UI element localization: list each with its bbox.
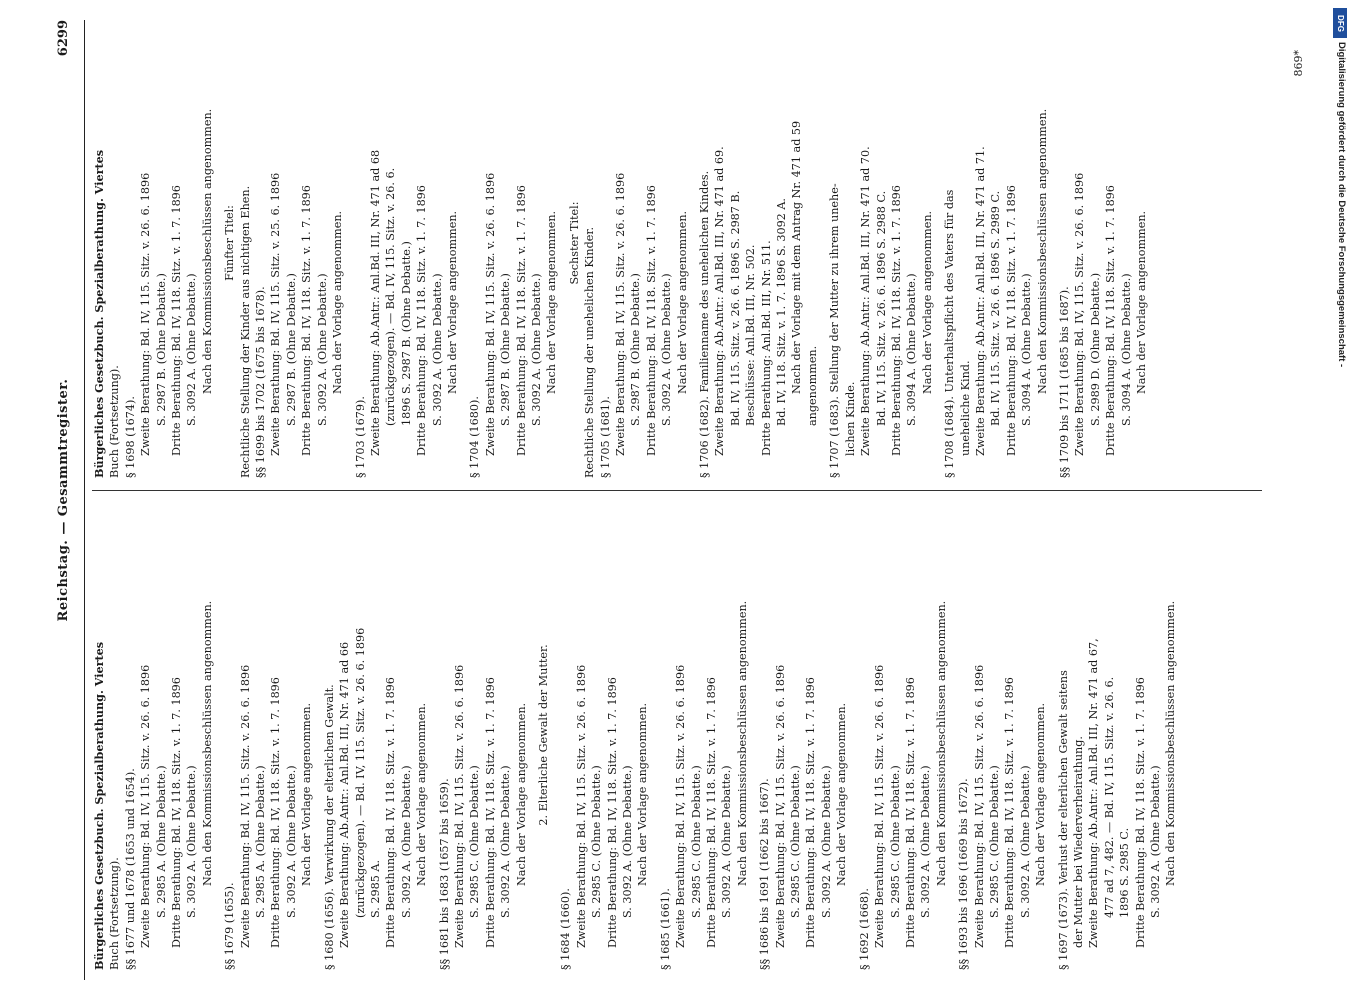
entry-gap	[551, 500, 558, 970]
entry-line: S. 3092 A. (Ohne Debatte.)	[529, 273, 543, 426]
entry-gap	[529, 500, 536, 970]
entry-line: Nach den Kommissionsbeschlüssen angenommen.	[934, 600, 948, 886]
entry-line: § 1692 (1668).	[857, 888, 871, 970]
entry-line: §§ 1699 bis 1702 (1675 bis 1678).	[254, 286, 268, 478]
entry-line: Zweite Berathung: Bd. IV, 115. Sitz. v. 26. 6. 1896	[238, 664, 252, 948]
entry-line: S. 2985 A.	[368, 859, 382, 918]
entry-gap	[651, 500, 658, 970]
entry-line: S. 3094 A. (Ohne Debatte.)	[1119, 273, 1133, 426]
digitization-credit	[1333, 8, 1349, 998]
entry-line: Buch (Fortsetzung).	[108, 857, 122, 970]
entry-line: Nach der Vorlage angenommen.	[514, 702, 528, 886]
entry-line: Dritte Berathung: Bd. IV, 118. Sitz. v. 1. 7. 1896	[644, 185, 658, 456]
entry-line: Dritte Berathung: Bd. IV, 118. Sitz. v. 1. 7. 1896	[804, 677, 818, 948]
entry-line: § 1685 (1661).	[658, 888, 672, 970]
entry-line: Zweite Berathung: Bd. IV, 115. Sitz. v. 26. 6. 1896	[972, 664, 986, 948]
entry-line: § 1707 (1683). Stellung der Mutter zu ihrem unehe-	[828, 183, 842, 478]
entry-line: S. 2987 B. (Ohne Debatte.)	[284, 273, 298, 426]
entry-line: S. 3092 A. (Ohne Debatte.)	[1018, 765, 1032, 918]
right-column	[92, 8, 1149, 478]
entry-gap	[460, 8, 467, 478]
entry-line: Bürgerliches Gesetzbuch. Spezialberathung. Viertes	[92, 641, 106, 970]
entry-line: S. 3092 A. (Ohne Debatte.)	[284, 765, 298, 918]
entry-line: Nach der Vorlage angenommen.	[1135, 210, 1148, 394]
page-number: 6299	[56, 20, 71, 57]
entry-line: Nach den Kommissionsbeschlüssen angenommen.	[1164, 600, 1178, 886]
entry-line: S. 3094 A. (Ohne Debatte.)	[905, 273, 919, 426]
entry-line: lichen Kinde.	[843, 381, 857, 456]
entry-line: S. 3092 A. (Ohne Debatte.)	[315, 273, 329, 426]
entry-line: S. 3092 A. (Ohne Debatte.)	[399, 765, 413, 918]
dfg-logo-text: DFG	[1335, 14, 1345, 32]
credit-text: Digitalisierung gefördert durch die Deutsche Forschungsgemeinschaft -	[1336, 42, 1347, 368]
entry-gap	[690, 8, 697, 478]
entry-line: Zweite Berathung: Ab.Antr.: Anl.Bd. III, Nr. 471 ad 71.	[973, 146, 987, 456]
entry-gap	[949, 500, 956, 970]
entry-line: Nach der Vorlage angenommen.	[545, 210, 559, 394]
entry-line: Rechtliche Stellung der Kinder aus nichtigen Ehen.	[238, 185, 252, 478]
entry-line: Buch (Fortsetzung).	[108, 365, 122, 478]
entry-line: S. 2985 C. (Ohne Debatte.)	[789, 765, 803, 918]
entry-line: §§ 1679 (1655).	[223, 882, 237, 970]
entry-line: S. 2987 B. (Ohne Debatte.)	[154, 273, 168, 426]
entry-line: S. 2987 B. (Ohne Debatte.)	[629, 273, 643, 426]
entry-line: uneheliche Kind.	[958, 360, 972, 456]
entry-gap	[850, 500, 857, 970]
entry-line: S. 3092 A. (Ohne Debatte.)	[185, 273, 199, 426]
entry-line: S. 3092 A. (Ohne Debatte.)	[660, 273, 674, 426]
entry-line: 2. Elterliche Gewalt der Mutter.	[536, 644, 550, 826]
entry-line: Zweite Berathung: Ab.Antr.: Anl.Bd. III, Nr. 471 ad 70.	[859, 146, 873, 456]
entry-line: angenommen.	[805, 345, 819, 426]
entry-line: Dritte Berathung: Bd. IV, 118. Sitz. v. 1. 7. 1896	[483, 677, 497, 948]
entry-line: § 1684 (1660).	[559, 888, 573, 970]
entry-line: Dritte Berathung: Bd. IV, 118. Sitz. v. 1. 7. 1896	[415, 185, 429, 456]
entry-line: Nach den Kommissionsbeschlüssen angenommen.	[200, 600, 214, 886]
entry-line: Dritte Berathung: Bd. IV, 118. Sitz. v. 1. 7. 1896	[300, 185, 314, 456]
entry-line: S. 2985 C. (Ohne Debatte.)	[987, 765, 1001, 918]
entry-line: S. 2985 C. (Ohne Debatte.)	[888, 765, 902, 918]
entry-line: Bd. IV, 115. Sitz. v. 26. 6. 1896 S. 2987 B.	[728, 190, 742, 426]
entry-gap	[215, 8, 222, 478]
entry-line: S. 3092 A. (Ohne Debatte.)	[720, 765, 734, 918]
entry-gap	[315, 500, 322, 970]
entry-line: Zweite Berathung: Ab.Antr.: Anl.Bd. III, Nr. 471 ad 68	[368, 149, 382, 456]
left-column	[92, 500, 1179, 970]
entry-line: Dritte Berathung: Bd. IV, 118. Sitz. v. 1. 7. 1896	[1133, 677, 1147, 948]
entry-line: Rechtliche Stellung der unehelichen Kinder.	[583, 226, 597, 478]
entry-line: § 1705 (1681).	[598, 396, 612, 478]
entry-line: Bd. IV, 115. Sitz. v. 26. 6. 1896 S. 2988 C.	[874, 190, 888, 426]
entry-line: (zurückgezogen). — Bd. IV, 115. Sitz. v. 26. 6.	[384, 167, 398, 426]
entry-line: Nach den Kommissionsbeschlüssen angenommen.	[1035, 108, 1049, 394]
entry-line: Dritte Berathung: Bd. IV, 118. Sitz. v. 1. 7. 1896	[1104, 185, 1118, 456]
entry-line: S. 3092 A. (Ohne Debatte.)	[819, 765, 833, 918]
entry-line: Nach der Vorlage angenommen.	[675, 210, 689, 394]
entry-line: Fünfter Titel:	[223, 205, 237, 281]
entry-line: Dritte Berathung: Bd. IV, 118. Sitz. v. 1. 7. 1896	[170, 677, 184, 948]
entry-line: S. 3094 A. (Ohne Debatte.)	[1020, 273, 1034, 426]
entry-line: Zweite Berathung: Bd. IV, 115. Sitz. v. 26. 6. 1896	[452, 664, 466, 948]
entry-line: Dritte Berathung: Bd. IV, 118. Sitz. v. 1. 7. 1896	[889, 185, 903, 456]
running-head	[56, 20, 80, 980]
entry-line: Zweite Berathung: Bd. IV, 115. Sitz. v. 26. 6. 1896	[873, 664, 887, 948]
entry-gap	[1050, 8, 1057, 478]
entry-line: Dritte Berathung: Bd. IV, 118. Sitz. v. 1. 7. 1896	[1004, 185, 1018, 456]
entry-line: Nach der Vorlage angenommen.	[415, 702, 429, 886]
entry-line: Dritte Berathung: Bd. IV, 118. Sitz. v. 1. 7. 1896	[269, 677, 283, 948]
entry-line: S. 3092 A. (Ohne Debatte.)	[185, 765, 199, 918]
entry-line: Dritte Berathung: Bd. IV, 118. Sitz. v. 1. 7. 1896	[514, 185, 528, 456]
entry-line: Dritte Berathung: Bd. IV, 118. Sitz. v. 1. 7. 1896	[1003, 677, 1017, 948]
entry-line: § 1708 (1684). Unterhaltspflicht des Vaters für das	[943, 189, 957, 478]
entry-gap	[215, 500, 222, 970]
entry-line: Nach der Vorlage mit dem Antrag Nr. 471 ad 59	[790, 120, 804, 394]
rotated-page	[40, 0, 1320, 1000]
entry-line: S. 3092 A. (Ohne Debatte.)	[919, 765, 933, 918]
entry-line: Sechster Titel:	[567, 201, 581, 285]
entry-line: Dritte Berathung: Bd. IV, 118. Sitz. v. 1. 7. 1896	[170, 185, 184, 456]
dfg-logo	[1333, 8, 1347, 38]
entry-line: Dritte Berathung: Bd. IV, 118. Sitz. v. 1. 7. 1896	[384, 677, 398, 948]
entry-gap	[750, 500, 757, 970]
entry-gap	[1049, 500, 1056, 970]
entry-line: Zweite Berathung: Ab.Antr.: Anl.Bd. III, Nr. 471 ad 66	[338, 641, 352, 948]
entry-line: Nach der Vorlage angenommen.	[300, 702, 314, 886]
entry-line: S. 2985 C. (Ohne Debatte.)	[590, 765, 604, 918]
entry-line: § 1703 (1679).	[353, 396, 367, 478]
entry-line: Zweite Berathung: Bd. IV, 115. Sitz. v. 26. 6. 1896	[674, 664, 688, 948]
entry-line: Beschlüsse: Anl.Bd. III, Nr. 502.	[744, 244, 758, 426]
entry-line: Dritte Berathung: Bd. IV, 118. Sitz. v. 1. 7. 1896	[605, 677, 619, 948]
entry-line: § 1704 (1680).	[468, 396, 482, 478]
entry-line: Zweite Berathung: Bd. IV, 115. Sitz. v. 26. 6. 1896	[139, 172, 153, 456]
entry-line: S. 3092 A. (Ohne Debatte.)	[499, 765, 513, 918]
header-rule	[84, 20, 85, 980]
entry-line: S. 3092 A. (Ohne Debatte.)	[1149, 765, 1162, 918]
entry-line: S. 3092 A. (Ohne Debatte.)	[430, 273, 444, 426]
entry-line: Bd. IV, 118. Sitz. v. 1. 7. 1896 S. 3092 A.	[775, 198, 789, 426]
entry-line: Bd. IV, 115. Sitz. v. 26. 6. 1896 S. 2989 C.	[989, 190, 1003, 426]
entry-gap	[820, 8, 827, 478]
entry-line: S. 2985 C. (Ohne Debatte.)	[689, 765, 703, 918]
entry-line: S. 2985 A. (Ohne Debatte.)	[254, 765, 268, 918]
entry-gap	[935, 8, 942, 478]
entry-line: Nach der Vorlage angenommen.	[920, 210, 934, 394]
entry-line: Zweite Berathung: Bd. IV, 115. Sitz. v. 26. 6. 1896	[139, 664, 153, 948]
entry-line: 477 ad 7, 482. — Bd. IV, 115. Sitz. v. 26. 6.	[1102, 676, 1116, 918]
entry-line: S. 2985 A. (Ohne Debatte.)	[154, 765, 168, 918]
entry-line: Zweite Berathung: Bd. IV, 115. Sitz. v. 26. 6. 1896	[574, 664, 588, 948]
entry-line: Dritte Berathung: Anl.Bd. III, Nr. 511.	[759, 240, 773, 456]
entry-line: (zurückgezogen). — Bd. IV, 115. Sitz. v. 26. 6. 1896	[353, 627, 367, 918]
entry-line: Nach der Vorlage angenommen.	[445, 210, 459, 394]
entry-line: S. 2989 D. (Ohne Debatte.)	[1088, 272, 1102, 426]
entry-line: § 1706 (1682). Familienname des unehelichen Kindes.	[698, 170, 712, 478]
entry-line: § 1697 (1673). Verlust der elterlichen Gewalt seitens	[1056, 670, 1070, 970]
entry-line: § 1680 (1656). Verwirkung der elterlichen Gewalt.	[322, 684, 336, 970]
column-divider	[92, 490, 1262, 491]
entry-line: Dritte Berathung: Bd. IV, 118. Sitz. v. 1. 7. 1896	[705, 677, 719, 948]
entry-line: Zweite Berathung: Bd. IV, 115. Sitz. v. 25. 6. 1896	[269, 172, 283, 456]
entry-line: §§ 1677 und 1678 (1653 und 1654).	[123, 768, 137, 970]
entry-line: Dritte Berathung: Bd. IV, 118. Sitz. v. 1. 7. 1896	[903, 677, 917, 948]
entry-gap	[346, 8, 353, 478]
entry-line: § 1698 (1674).	[123, 396, 137, 478]
signature-mark: 869*	[1292, 50, 1305, 77]
entry-line: Nach der Vorlage angenommen.	[636, 702, 650, 886]
entry-line: Nach der Vorlage angenommen.	[1034, 702, 1048, 886]
entry-line: Zweite Berathung: Bd. IV, 115. Sitz. v. 26. 6. 1896	[773, 664, 787, 948]
entry-line: §§ 1681 bis 1683 (1657 bis 1659).	[437, 778, 451, 970]
entry-line: S. 2985 C. (Ohne Debatte.)	[468, 765, 482, 918]
entry-line: Nach den Kommissionsbeschlüssen angenommen.	[735, 600, 749, 886]
entry-line: S. 3092 A. (Ohne Debatte.)	[621, 765, 634, 918]
entry-line: §§ 1709 bis 1711 (1685 bis 1687).	[1057, 286, 1071, 478]
entry-line: 1896 S. 2987 B. (Ohne Debatte.)	[399, 241, 413, 426]
entry-line: 1896 S. 2985 C.	[1118, 827, 1132, 918]
entry-gap	[430, 500, 437, 970]
entry-line: Zweite Berathung: Bd. IV, 115. Sitz. v. 26. 6. 1896	[1073, 172, 1087, 456]
entry-line: der Mutter bei Wiederverheirathung.	[1071, 736, 1085, 948]
entry-line: Zweite Berathung: Bd. IV, 115. Sitz. v. 26. 6. 1896	[483, 172, 497, 456]
entry-line: Nach der Vorlage angenommen.	[331, 210, 345, 394]
entry-line: Zweite Berathung: Bd. IV, 115. Sitz. v. 26. 6. 1896	[614, 172, 627, 456]
entry-line: §§ 1686 bis 1691 (1662 bis 1667).	[758, 778, 772, 970]
entry-line: Nach der Vorlage angenommen.	[835, 702, 849, 886]
entry-line: Zweite Berathung: Ab.Antr.: Anl.Bd. III, Nr. 471 ad 67,	[1087, 638, 1101, 948]
entry-line: Nach den Kommissionsbeschlüssen angenommen.	[200, 108, 214, 394]
entry-line: Bürgerliches Gesetzbuch. Spezialberathung. Viertes	[92, 149, 106, 478]
page-title: Reichstag. — Gesammtregister.	[56, 378, 71, 622]
entry-gap	[560, 8, 567, 478]
entry-line: §§ 1693 bis 1696 (1669 bis 1672).	[957, 778, 971, 970]
entry-line: Zweite Berathung: Ab.Antr.: Anl.Bd. III, Nr. 471 ad 69.	[713, 146, 727, 456]
entry-line: S. 2987 B. (Ohne Debatte.)	[499, 273, 513, 426]
